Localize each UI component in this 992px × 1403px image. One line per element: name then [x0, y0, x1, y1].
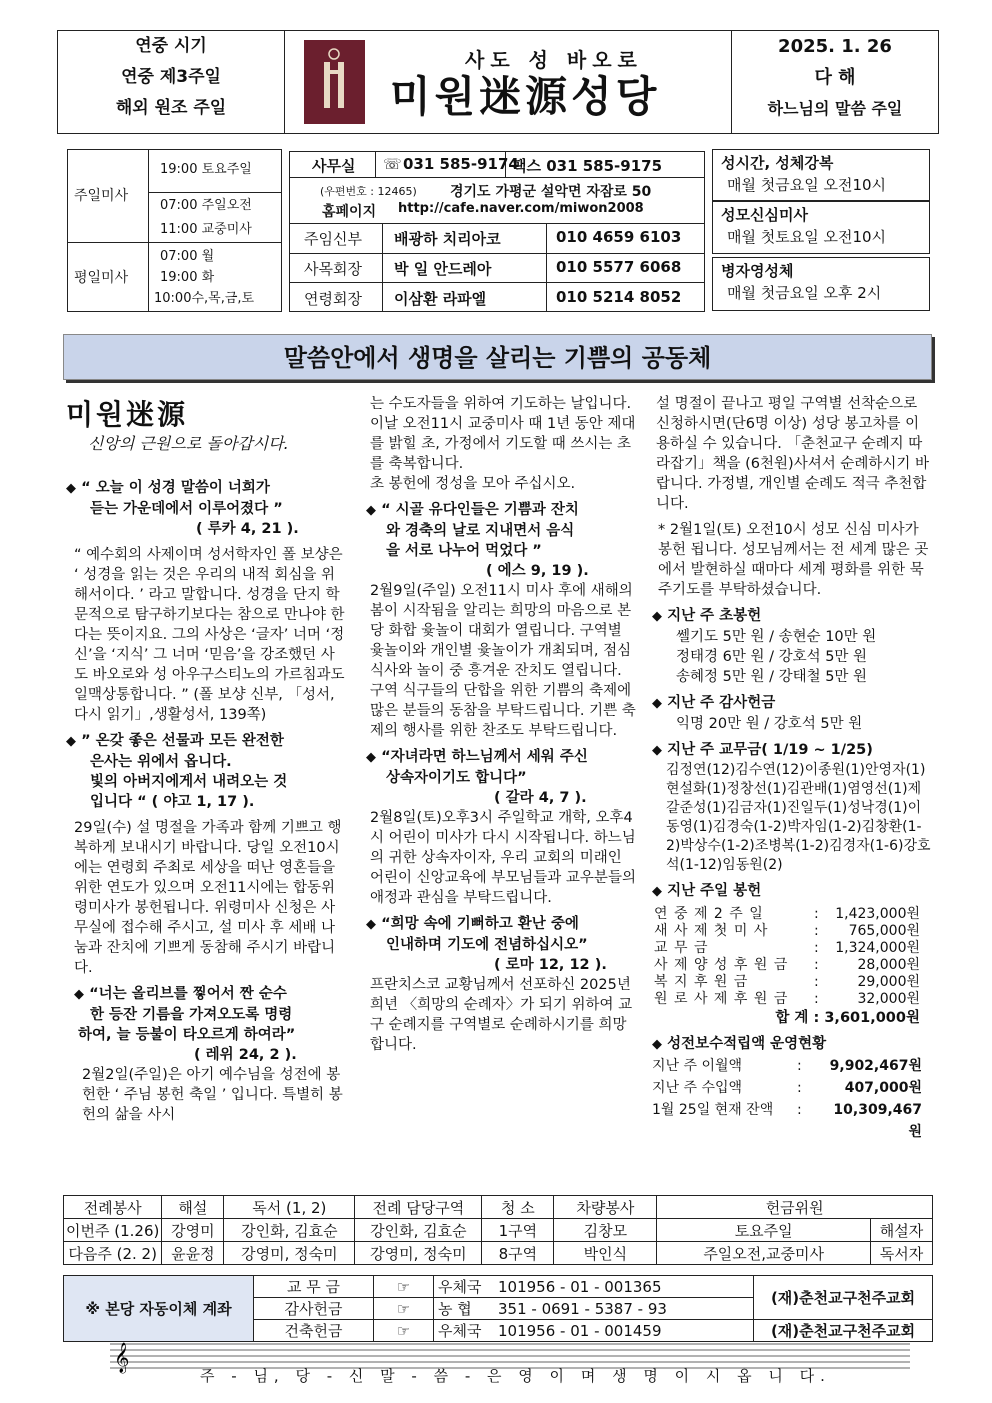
- offering-colon: :: [814, 940, 819, 956]
- service-header-row: [64, 1196, 933, 1219]
- offering-label: 연 중 제 2 주 일: [654, 906, 764, 922]
- pastor-label: 주임신부: [304, 230, 362, 248]
- diamond-icon: ◆: [66, 481, 76, 496]
- parish-name: 미원迷源성당: [390, 72, 661, 121]
- sunday-name: 하느님의 말씀 주일: [767, 99, 903, 118]
- service-header: 차량봉사: [554, 1196, 657, 1219]
- diamond-icon: ◆: [652, 884, 662, 899]
- quote-4-body: 2월9일(주일) 오전11시 미사 후에 새해의 봄이 시작됨을 알리는 희망의 마음으로 본당 화합 윷놀이 대회가 열립니다. 구역별 윷놀이와 개인별 윷놀이가 개최되며, 점심 식사와 놀이 중 흥겨운 잔치도 열립니다. 구역 식구들의 단합을 위한 기쁨의 축제에 많은 분들의 동참을 부탁드립니다. 기쁜 축제의 행사를 위한 찬조도 부탁드립니다.: [370, 583, 636, 739]
- quote-1: ◆ “ 오늘 이 성경 말씀이 너희가 듣는 가운데에서 이루어졌다 ” ( 루카 4, 21 ).: [66, 480, 299, 537]
- info-box-sick-communion: [712, 257, 930, 311]
- season: 연중 시기: [135, 36, 207, 56]
- weekday-mass-label: 평일미사: [74, 270, 129, 286]
- pilgrimage-notice: 설 명절이 끝나고 평일 구역별 선착순으로 신청하시면(단6명 이상) 성당 봉고차를 이용하실 수 있습니다. 「춘천교구 순례지 따라잡기」책을 (6천원)사셔서 순례하시기 바랍니다. 가정별, 개인별 순례도 적극 추천합니다.: [656, 396, 929, 512]
- fund-colon: :: [797, 1080, 802, 1096]
- candle-offering-line: 쎌기도 5만 원 / 송현순 10만 원: [676, 629, 877, 645]
- offering-colon: :: [814, 957, 819, 973]
- offering-row: [652, 991, 932, 1008]
- diamond-icon: ◆: [366, 750, 376, 765]
- thanks-offering-line: 익명 20만 원 / 강호석 5만 원: [676, 716, 863, 732]
- fund-row: [652, 1099, 932, 1143]
- mass-schedule: [67, 149, 282, 312]
- homepage-link[interactable]: http://cafe.naver.com/miwon2008: [398, 201, 644, 216]
- info-detail: 매월 첫토요일 오전10시: [727, 228, 887, 246]
- liturgical-year: 다 해: [814, 67, 856, 88]
- union-phone: 010 5214 8052: [556, 288, 682, 306]
- offering-row: [652, 974, 932, 991]
- offering-total: 합 계 : 3,601,000원: [775, 1010, 920, 1026]
- offering-label: 새 사 제 첫 미 사: [654, 923, 769, 939]
- quote-6-body: 프란치스코 교황님께서 선포하신 2025년 희년 〈희망의 순례자〉가 되기 위하여 교구 순례지를 구역별로 순례하시기를 희망합니다.: [370, 977, 633, 1053]
- offering-amount: 32,000원: [857, 991, 920, 1007]
- hand-icon: ☞: [374, 1298, 434, 1320]
- council-name: 박 일 안드레아: [394, 260, 492, 278]
- info-box-adoration: [712, 149, 930, 201]
- office-contacts: [289, 151, 705, 312]
- candle-notice-2: 초 봉헌에 정성을 모아 주십시오.: [370, 476, 576, 492]
- dues-list: 김정연(12)김수연(12)이종원(1)안영자(1)현설화(1)정창선(1)김관배(1)염영선(1)제갈준성(1)김금자(1)진일두(1)성낙경(1)이동영(1)김경숙(1-2)박자임(1-2)김창환(1-2)박상수(1-2)조병복(1-2)김경자(1-6)강호석(1-12)임동원(2): [666, 762, 931, 873]
- fund-amount: 9,902,467원: [829, 1058, 922, 1074]
- offering-label: 교 무 금: [654, 940, 709, 956]
- offering-amount: 29,000원: [857, 974, 920, 990]
- account-number: 농 협 351 - 0691 - 5387 - 93: [434, 1298, 754, 1320]
- marian-mass-notice: * 2월1일(토) 오전10시 성모 신심 미사가 봉헌 됩니다. 성모님께서는 전 세계 많은 곳에서 발현하실 때마다 세계 평화를 위한 묵주기도를 부탁하셨습니다.: [658, 522, 929, 598]
- fund-row: [652, 1055, 932, 1077]
- quote-2-body: 29일(수) 설 명절을 가족과 함께 기쁘고 행복하게 보내시기 바랍니다. 당일 오전10시에는 연령회 주최로 세상을 떠난 영혼들을 위한 연도가 있으며 오전11시에는 합동위령미사가 봉헌됩니다. 위령미사 신청은 사무실에 접수해 주시고, 설 미사 후 세배 나눔과 잔치에 기쁘게 동참해 주시기 바랍니다.: [74, 820, 342, 976]
- diamond-icon: ◆: [652, 609, 662, 624]
- quote-5-body: 2월8일(토)오후3시 주일학교 개학, 오후4시 어린이 미사가 다시 시작됩니다. 하느님의 귀한 상속자이자, 우리 교회의 미래인 어린이 신앙교육에 부모님들과 교우분들의 애정과 관심을 부탁드립니다.: [370, 810, 636, 906]
- mass-weekday-2: 19:00 화: [160, 270, 215, 285]
- offering-colon: :: [814, 974, 819, 990]
- fund-colon: :: [797, 1058, 802, 1074]
- quote-3-body: 2월2일(주일)은 아기 예수님을 성전에 봉헌한 ‘ 주님 봉헌 축일 ’ 입니다. 특별히 봉헌의 삶을 사시: [82, 1067, 343, 1123]
- building-fund-table: [652, 1055, 932, 1143]
- quote-4: ◆ “ 시골 유다인들은 기쁨과 잔치 와 경축의 날로 지내면서 음식 을 서로 나누어 먹었다 ” ( 에스 9, 19 ).: [366, 502, 589, 579]
- account-label: ※ 본당 자동이체 계좌: [64, 1276, 254, 1342]
- office-phone: 031 585-9174: [403, 155, 519, 173]
- quote-5: ◆ “자녀라면 하느님께서 세워 주신 상속자이기도 합니다” ( 갈라 4, 7 ).: [366, 749, 588, 806]
- offering-table: [652, 902, 932, 1008]
- fund-label: 지난 주 수입액: [652, 1080, 743, 1096]
- building-fund-heading: ◆ 성전보수적립액 운영현황: [652, 1036, 827, 1052]
- treble-clef-icon: 𝄞: [114, 1343, 130, 1373]
- fund-amount: 407,000원: [844, 1080, 922, 1096]
- office-label: 사무실: [312, 157, 356, 175]
- candle-offering-line: 정태경 6만 원 / 강호석 5만 원: [676, 649, 868, 665]
- candle-offering-heading: ◆ 지난 주 초봉헌: [652, 608, 762, 624]
- parish-logo: [304, 40, 365, 124]
- hand-icon: ☞: [374, 1276, 434, 1298]
- service-header: 청 소: [482, 1196, 554, 1219]
- diamond-icon: ◆: [652, 696, 662, 711]
- account-type: 건축헌금: [254, 1320, 374, 1342]
- sunday-mass-label: 주일미사: [74, 188, 129, 204]
- mission-sunday: 해외 원조 주일: [115, 98, 227, 118]
- offering-label: 복 지 후 원 금: [654, 974, 749, 990]
- address: 경기도 가평군 설악면 자잠로 50: [450, 184, 652, 200]
- account-number: 우체국 101956 - 01 - 001365: [434, 1276, 754, 1298]
- account-table: [63, 1275, 933, 1342]
- offering-colon: :: [814, 923, 819, 939]
- service-table: [63, 1195, 933, 1265]
- mass-sunday-early: 07:00 주일오전: [160, 198, 252, 213]
- miwon-logo-subtitle: 신앙의 근원으로 돌아갑시다.: [88, 434, 289, 453]
- offering-amount: 765,000원: [848, 923, 920, 939]
- offering-colon: :: [814, 991, 819, 1007]
- fund-amount: 10,309,467원: [833, 1102, 922, 1140]
- diamond-icon: ◆: [652, 743, 662, 758]
- candle-offering-line: 송혜정 5만 원 / 강태철 5만 원: [676, 669, 868, 685]
- diamond-icon: ◆: [366, 503, 376, 518]
- info-detail: 매월 첫금요일 오전10시: [727, 176, 887, 194]
- fund-label: 지난 주 이월액: [652, 1058, 743, 1074]
- hymn-lyrics: 주 - 님, 당 - 신 말 - 씀 - 은 영 이 며 생 명 이 시 옵 니 다.: [200, 1367, 831, 1385]
- parish-subtitle: 사도 성 바오로: [465, 48, 643, 72]
- mass-saturday: 19:00 토요주일: [160, 162, 252, 177]
- account-type: 교 무 금: [254, 1276, 374, 1298]
- thanks-offering-heading: ◆ 지난 주 감사헌금: [652, 695, 776, 711]
- council-label: 사목회장: [304, 260, 362, 278]
- account-type: 감사헌금: [254, 1298, 374, 1320]
- union-label: 연령회장: [304, 290, 362, 308]
- service-header: 헌금위원: [657, 1196, 933, 1219]
- service-header: 전례봉사: [64, 1196, 162, 1219]
- date: 2025. 1. 26: [778, 36, 892, 57]
- offering-amount: 1,324,000원: [835, 940, 920, 956]
- mass-weekday-1: 07:00 월: [160, 249, 215, 264]
- account-number: 우체국 101956 - 01 - 001459: [434, 1320, 754, 1342]
- fund-colon: :: [797, 1102, 802, 1118]
- table-row: 이번주 (1.26) 강영미 강인화, 김효순 강인화, 김효순 1구역 김창모 토요주일 해설자: [64, 1219, 933, 1242]
- offering-label: 사 제 양 성 후 원 금: [654, 957, 789, 973]
- service-header: 독서 (1, 2): [224, 1196, 355, 1219]
- column-3: [652, 394, 932, 1143]
- offering-row: [652, 906, 932, 923]
- mass-weekday-3: 10:00수,목,금,토: [154, 291, 255, 306]
- service-header: 전례 담당구역: [355, 1196, 482, 1219]
- phone-icon: ☏: [383, 155, 402, 173]
- diamond-icon: ◆: [652, 1037, 662, 1052]
- offering-label: 원 로 사 제 후 원 금: [654, 991, 789, 1007]
- quote-6: ◆ “희망 속에 기뻐하고 환난 중에 인내하며 기도에 전념하십시오” ( 로마 12, 12 ).: [366, 916, 607, 973]
- council-phone: 010 5577 6068: [556, 258, 682, 276]
- dues-heading: ◆ 지난 주 교무금( 1/19 ~ 1/25): [652, 742, 873, 758]
- column-1-text: [66, 478, 346, 1125]
- offering-colon: :: [814, 906, 819, 922]
- liturgical-season-box: [57, 30, 285, 134]
- homepage-label: 홈페이지: [322, 204, 377, 220]
- motto-banner: 말씀안에서 생명을 살리는 기쁨의 공동체: [63, 334, 932, 380]
- offering-row: [652, 923, 932, 940]
- service-header: 해설: [162, 1196, 224, 1219]
- date-box: [731, 30, 939, 134]
- quote-2: ◆ ” 온갖 좋은 선물과 모든 완전한 은사는 위에서 옵니다. 빛의 아버지에게서 내려오는 것 입니다 “ ( 야고 1, 17 ).: [66, 733, 288, 810]
- week: 연중 제3주일: [121, 67, 221, 87]
- office-fax: 팩스 031 585-9175: [512, 157, 663, 175]
- offering-amount: 28,000원: [857, 957, 920, 973]
- info-title: 성모신심미사: [721, 206, 808, 224]
- fund-label: 1월 25일 현재 잔액: [652, 1102, 774, 1118]
- info-title: 성시간, 성체강복: [721, 154, 834, 172]
- column-2: [366, 394, 638, 1055]
- info-detail: 매월 첫금요일 오후 2시: [727, 284, 882, 302]
- mass-sunday-main: 11:00 교중미사: [160, 222, 252, 237]
- diamond-icon: ◆: [74, 987, 84, 1002]
- quote-3: ◆ “너는 올리브를 찧어서 짠 순수 한 등잔 기름을 가져오도록 명령 하여, 늘 등불이 타오르게 하여라” ( 레위 24, 2 ).: [74, 986, 297, 1063]
- info-box-marian: [712, 201, 930, 254]
- pastor-name: 배광하 치리아코: [394, 230, 501, 248]
- account-holder: (재)춘천교구천주교회: [754, 1276, 933, 1320]
- candle-notice: 는 수도자들을 위하여 기도하는 날입니다. 이날 오전11시 교중미사 때 1년 동안 제대를 밝힐 초, 가정에서 기도할 때 쓰시는 초를 축복합니다.: [370, 396, 636, 472]
- diamond-icon: ◆: [66, 734, 76, 749]
- miwon-logo-title: 미원迷源: [66, 398, 189, 431]
- offering-amount: 1,423,000원: [835, 906, 920, 922]
- pastor-phone: 010 4659 6103: [556, 228, 682, 246]
- fund-row: [652, 1077, 932, 1099]
- account-holder: (재)춘천교구천주교회: [754, 1320, 933, 1342]
- union-name: 이삼환 라파엘: [394, 290, 487, 308]
- table-row: 다음주 (2. 2) 윤윤정 강영미, 정숙미 강영미, 정숙미 8구역 박인식 주일오전,교중미사 독서자: [64, 1242, 933, 1265]
- hand-icon: ☞: [374, 1320, 434, 1342]
- sunday-offering-heading: ◆ 지난 주일 봉헌: [652, 883, 762, 899]
- quote-1-body: “ 예수회의 사제이며 성서학자인 폴 보샹은 ‘ 성경을 읽는 것은 우리의 내적 회심을 위해서이다. ’ 라고 말합니다. 성경을 단지 학문적으로 탐구하기보다는 참으로 만나야 한다는 뜻이지요. 그의 사상은 ‘글자’ 너머 ‘정신’을 ‘지식’ 그 너머 ‘믿음’을 강조했던 사도 바오로와 성 아우구스티노의 가르침과도 일맥상통합니다. ” (폴 보샹 신부, 「성서, 다시 읽기」,생활성서, 139쪽): [74, 547, 345, 723]
- offering-row: [652, 957, 932, 974]
- diamond-icon: ◆: [366, 917, 376, 932]
- postal-code: (우편번호 : 12465): [320, 185, 417, 198]
- info-title: 병자영성체: [721, 262, 794, 280]
- offering-row: [652, 940, 932, 957]
- column-1: [66, 398, 346, 456]
